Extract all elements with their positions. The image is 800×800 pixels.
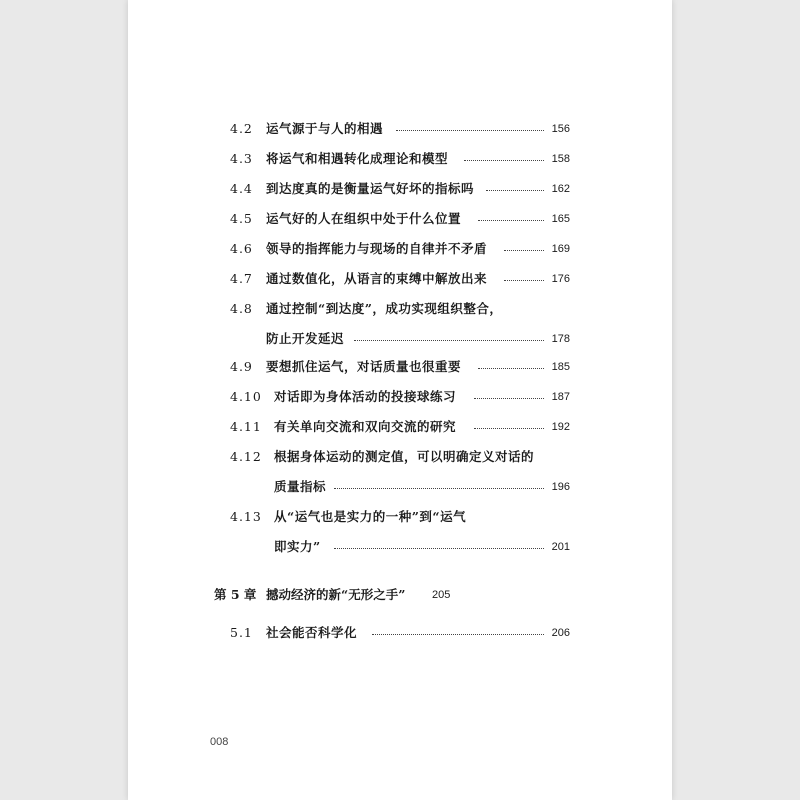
section-title: 运气好的人在组织中处于什么位置 bbox=[266, 211, 462, 226]
dot-leader bbox=[334, 548, 544, 549]
section-number: 4.6 bbox=[230, 241, 253, 256]
section-number: 4.5 bbox=[230, 211, 253, 226]
section-number: 4.9 bbox=[230, 359, 253, 374]
section-title: 从“运气也是实力的一种”到“运气 bbox=[274, 509, 467, 524]
section-title: 领导的指挥能力与现场的自律并不矛盾 bbox=[266, 241, 488, 256]
page-number: 169 bbox=[551, 243, 570, 255]
toc-entry bbox=[128, 178, 672, 200]
page-number: 185 bbox=[551, 361, 570, 373]
page-number: 165 bbox=[551, 213, 570, 225]
section-number: 4.7 bbox=[230, 271, 253, 286]
chapter-label: 第 5 章 bbox=[214, 587, 257, 602]
section-number: 4.12 bbox=[230, 449, 262, 464]
dot-leader bbox=[478, 220, 544, 221]
toc-entry bbox=[128, 208, 672, 230]
section-number: 4.10 bbox=[230, 389, 262, 404]
page-number: 187 bbox=[551, 391, 570, 403]
page-number: 158 bbox=[551, 153, 570, 165]
table-of-contents bbox=[128, 0, 672, 800]
chapter-heading bbox=[128, 584, 672, 606]
section-number: 4.3 bbox=[230, 151, 253, 166]
toc-entry bbox=[128, 356, 672, 378]
section-title: 要想抓住运气，对话质量也很重要 bbox=[266, 359, 462, 374]
dot-leader bbox=[334, 488, 544, 489]
toc-entry bbox=[128, 622, 672, 644]
section-title: 运气源于与人的相遇 bbox=[266, 121, 384, 136]
page-number: 206 bbox=[551, 627, 570, 639]
section-number: 4.2 bbox=[230, 121, 253, 136]
toc-entry-continuation bbox=[128, 476, 672, 498]
section-title-continued: 即实力” bbox=[274, 539, 321, 554]
toc-entry bbox=[128, 148, 672, 170]
toc-entry bbox=[128, 416, 672, 438]
page-number: 196 bbox=[551, 481, 570, 493]
toc-entry-continuation bbox=[128, 328, 672, 350]
section-title: 到达度真的是衡量运气好坏的指标吗 bbox=[266, 181, 475, 196]
dot-leader bbox=[372, 634, 544, 635]
book-page bbox=[128, 0, 672, 800]
page-number: 192 bbox=[551, 421, 570, 433]
section-title: 通过数值化，从语言的束缚中解放出来 bbox=[266, 271, 488, 286]
toc-entry bbox=[128, 298, 672, 320]
page-number: 178 bbox=[551, 333, 570, 345]
section-title: 对话即为身体活动的投接球练习 bbox=[274, 389, 457, 404]
page-number: 201 bbox=[551, 541, 570, 553]
page-number: 156 bbox=[551, 123, 570, 135]
section-title: 有关单向交流和双向交流的研究 bbox=[274, 419, 457, 434]
dot-leader bbox=[464, 160, 544, 161]
section-number: 4.13 bbox=[230, 509, 262, 524]
dot-leader bbox=[478, 368, 544, 369]
toc-entry bbox=[128, 238, 672, 260]
section-number: 5.1 bbox=[230, 625, 253, 640]
chapter-title: 撼动经济的新“无形之手” bbox=[266, 587, 406, 602]
dot-leader bbox=[474, 428, 544, 429]
dot-leader bbox=[504, 250, 544, 251]
page-number: 176 bbox=[551, 273, 570, 285]
page-number: 162 bbox=[551, 183, 570, 195]
section-title: 将运气和相遇转化成理论和模型 bbox=[266, 151, 449, 166]
section-title-continued: 防止开发延迟 bbox=[266, 331, 345, 346]
toc-entry bbox=[128, 446, 672, 468]
toc-entry bbox=[128, 118, 672, 140]
section-title-continued: 质量指标 bbox=[274, 479, 327, 494]
section-number: 4.11 bbox=[230, 419, 262, 434]
dot-leader bbox=[396, 130, 544, 131]
dot-leader bbox=[354, 340, 544, 341]
toc-entry bbox=[128, 506, 672, 528]
section-title: 根据身体运动的测定值，可以明确定义对话的 bbox=[274, 449, 535, 464]
dot-leader bbox=[474, 398, 544, 399]
section-title: 社会能否科学化 bbox=[266, 625, 358, 640]
dot-leader bbox=[504, 280, 544, 281]
toc-entry bbox=[128, 386, 672, 408]
section-number: 4.8 bbox=[230, 301, 253, 316]
chapter-page-number: 205 bbox=[432, 589, 451, 601]
toc-entry bbox=[128, 268, 672, 290]
toc-entry-continuation bbox=[128, 536, 672, 558]
page-folio: 008 bbox=[210, 736, 229, 748]
section-title: 通过控制“到达度”，成功实现组织整合， bbox=[266, 301, 503, 316]
dot-leader bbox=[486, 190, 544, 191]
section-number: 4.4 bbox=[230, 181, 253, 196]
